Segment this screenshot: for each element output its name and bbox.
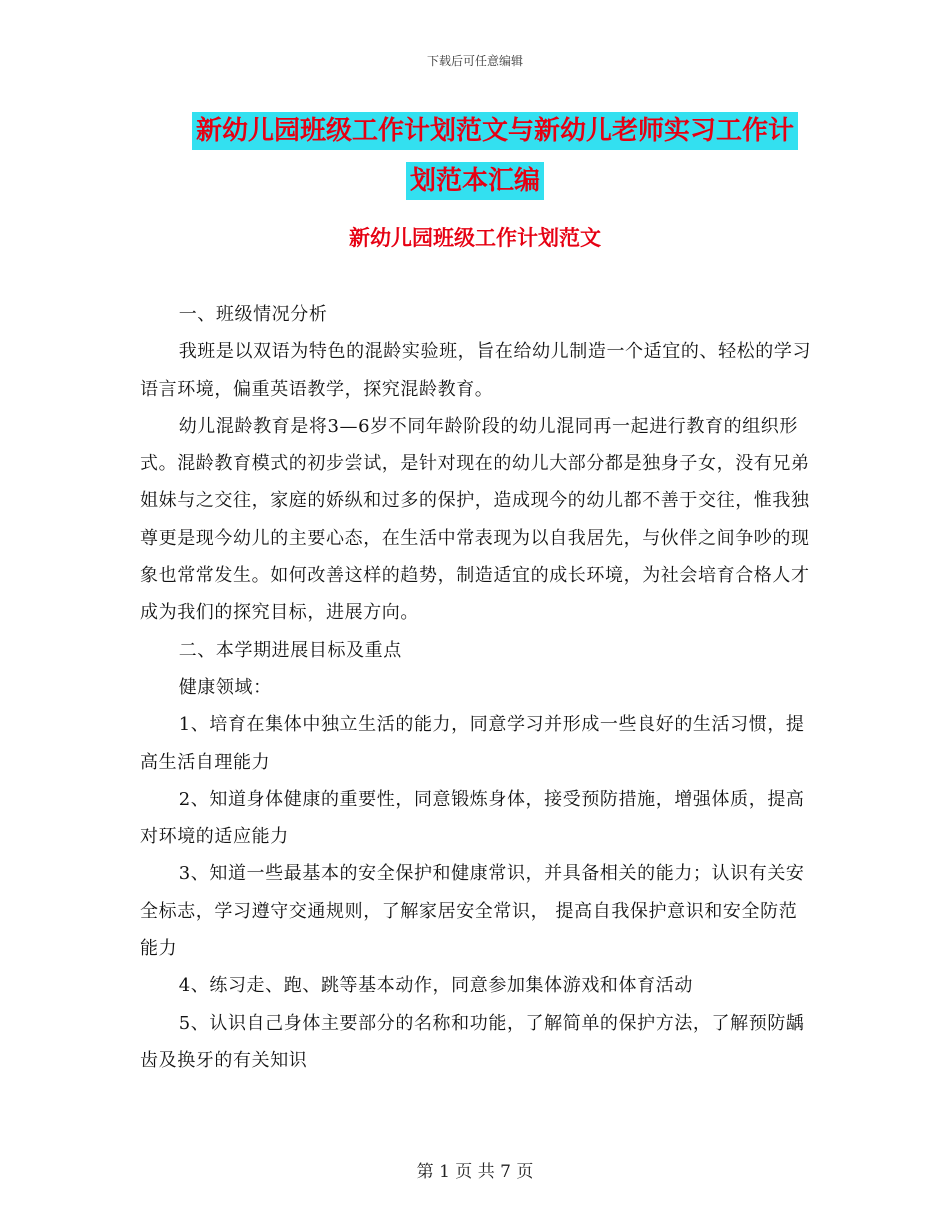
paragraph-mixed-age: 幼儿混龄教育是将3—6岁不同年龄阶段的幼儿混同再一起进行教育的组织形式。混龄教育模式的初步尝试，是针对现在的幼儿大部分都是独身子女，没有兄弟姐妹与之交往，家庭的娇纵和过多的保护，造成现今的幼儿都不善于交往，惟我独尊更是现今幼儿的主要心态，在生活中常表现为以自我居先，与伙伴之间争吵的现象也常常发生。如何改善这样的趋势，制造适宜的成长环境，为社会培育合格人才成为我们的探究目标，进展方向。 [140,415,810,624]
title-line-2: 划范本汇编 [406,162,544,200]
document-title [0,112,950,212]
paragraph-intro: 我班是以双语为特色的混龄实验班，旨在给幼儿制造一个适宜的、轻松的学习语言环境，偏重英语教学，探究混龄教育。 [140,341,812,400]
list-item-4: 4、练习走、跑、跳等基本动作，同意参加集体游戏和体育活动 [178,975,693,997]
list-item-5: 5、认识自己身体主要部分的名称和功能，了解简单的保护方法，了解预防龋齿及换牙的有关知识 [140,1012,805,1071]
list-item-2: 2、知道身体健康的重要性，同意锻炼身体，接受预防措施，增强体质，提高对环境的适应能力 [140,788,805,848]
list-item-3: 3、知道一些最基本的安全保护和健康常识，并具备相关的能力；认识有关安全标志，学习遵守交通规则，了解家居安全常识， 提高自我保护意识和安全防范能力 [140,863,805,960]
heading-health-domain: 健康领域： [178,676,272,698]
heading-goals: 二、本学期进展目标及重点 [178,639,402,661]
section-subtitle: 新幼儿园班级工作计划范文 [349,226,601,250]
list-item-1: 1、培育在集体中独立生活的能力，同意学习并形成一些良好的生活习惯，提高生活自理能力 [140,714,805,773]
heading-class-analysis: 一、班级情况分析 [178,304,328,325]
document-body [140,296,812,1079]
header-note: 下载后可任意编辑 [426,54,523,68]
page-footer: 第 1 页 共 7 页 [416,1162,534,1182]
title-line-1: 新幼儿园班级工作计划范文与新幼儿老师实习工作计 [192,112,798,150]
